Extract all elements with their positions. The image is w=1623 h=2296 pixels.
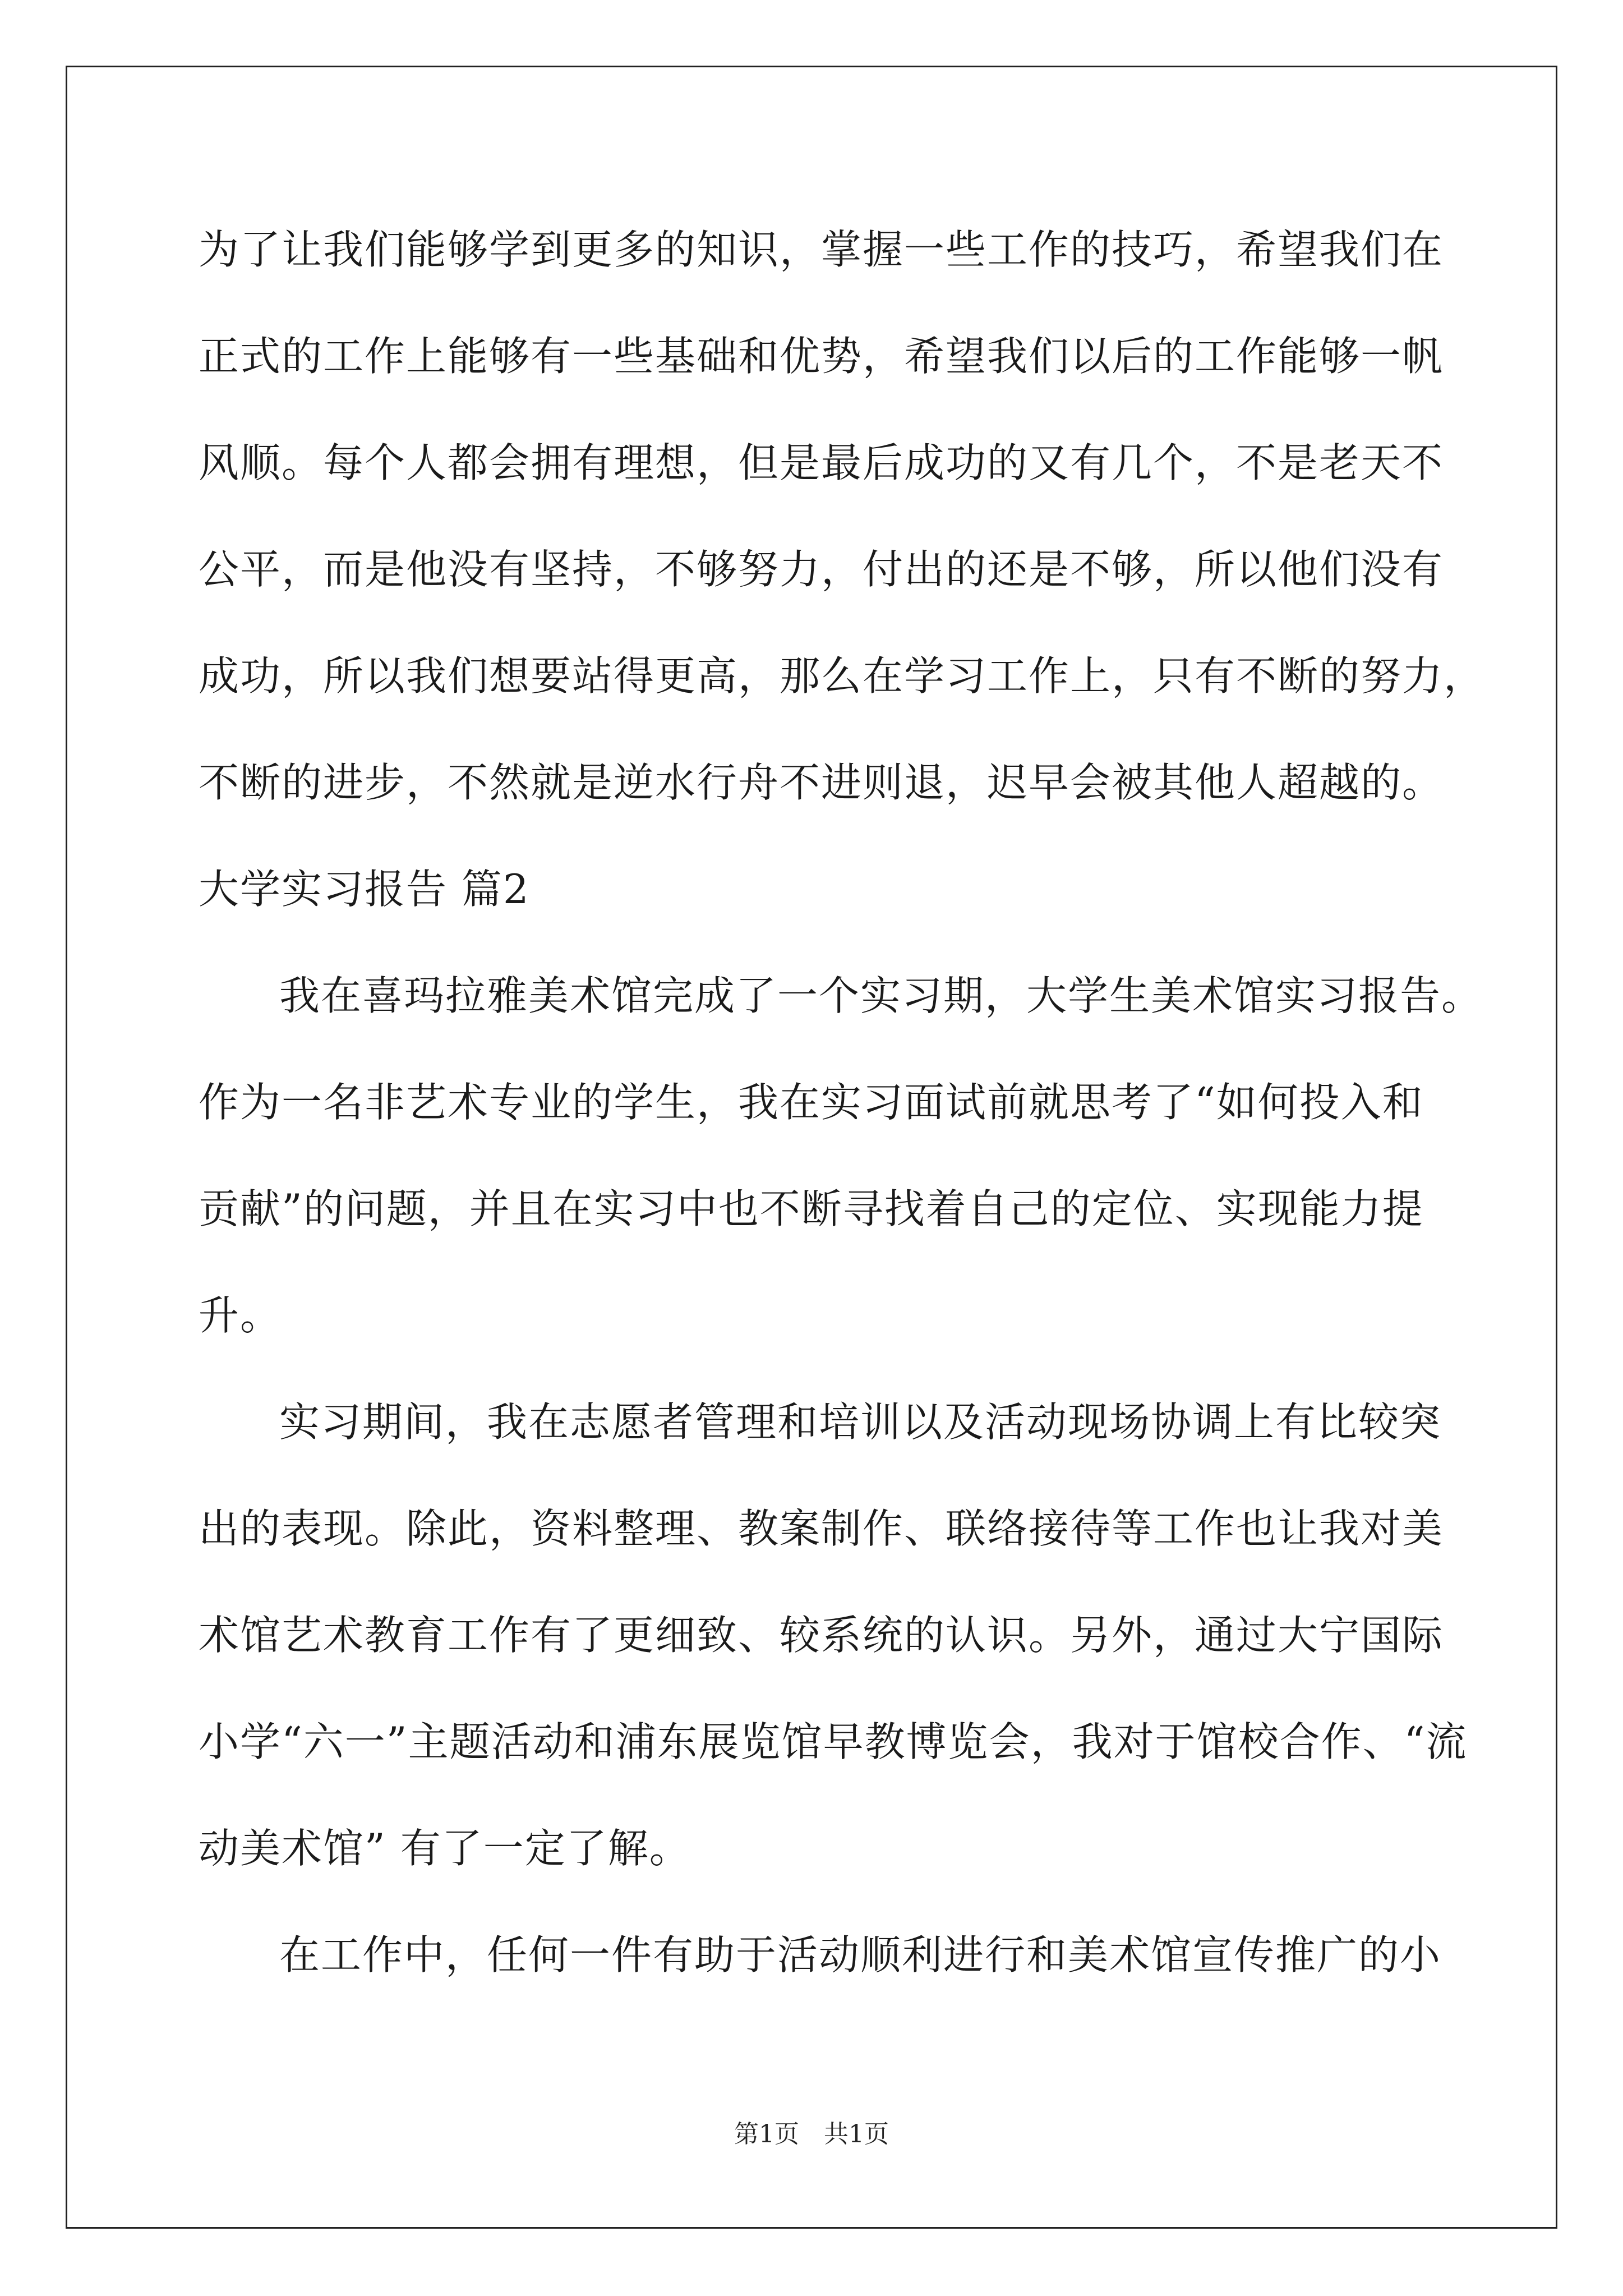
text-line: 风顺。每个人都会拥有理想，但是最后成功的又有几个，不是老天不 — [199, 439, 1444, 486]
text-line: 术馆艺术教育工作有了更细致、较系统的认识。另外，通过大宁国际 — [199, 1612, 1444, 1659]
text-line: 作为一名非艺术专业的学生，我在实习面试前就思考了“如何投入和 — [199, 1079, 1424, 1126]
text-line: 贡献”的问题，并且在实习中也不断寻找着自己的定位、实现能力提 — [199, 1185, 1424, 1232]
text-line: 为了让我们能够学到更多的知识，掌握一些工作的技巧，希望我们在 — [199, 226, 1444, 273]
text-line: 公平，而是他没有坚持，不够努力，付出的还是不够，所以他们没有 — [199, 546, 1444, 593]
text-line: 动美术馆” 有了一定了解。 — [199, 1825, 691, 1872]
text-line: 出的表现。除此，资料整理、教案制作、联络接待等工作也让我对美 — [199, 1505, 1444, 1552]
text-line: 不断的进步，不然就是逆水行舟不进则退，迟早会被其他人超越的。 — [199, 759, 1444, 806]
text-line: 小学“六一”主题活动和浦东展览馆早教博览会，我对于馆校合作、“流 — [199, 1718, 1468, 1765]
page-border — [66, 66, 1557, 2229]
section-heading: 大学实习报告 篇2 — [199, 866, 530, 913]
text-line: 我在喜玛拉雅美术馆完成了一个实习期，大学生美术馆实习报告。 — [279, 972, 1483, 1019]
text-line: 实习期间，我在志愿者管理和培训以及活动现场协调上有比较突 — [279, 1398, 1442, 1446]
text-line: 升。 — [199, 1292, 282, 1339]
text-line: 正式的工作上能够有一些基础和优势，希望我们以后的工作能够一帆 — [199, 333, 1444, 380]
page-footer: 第1页 共1页 — [734, 2120, 889, 2148]
text-line: 成功，所以我们想要站得更高，那么在学习工作上，只有不断的努力， — [199, 652, 1486, 700]
text-line: 在工作中，任何一件有助于活动顺利进行和美术馆宣传推广的小 — [279, 1931, 1442, 1978]
